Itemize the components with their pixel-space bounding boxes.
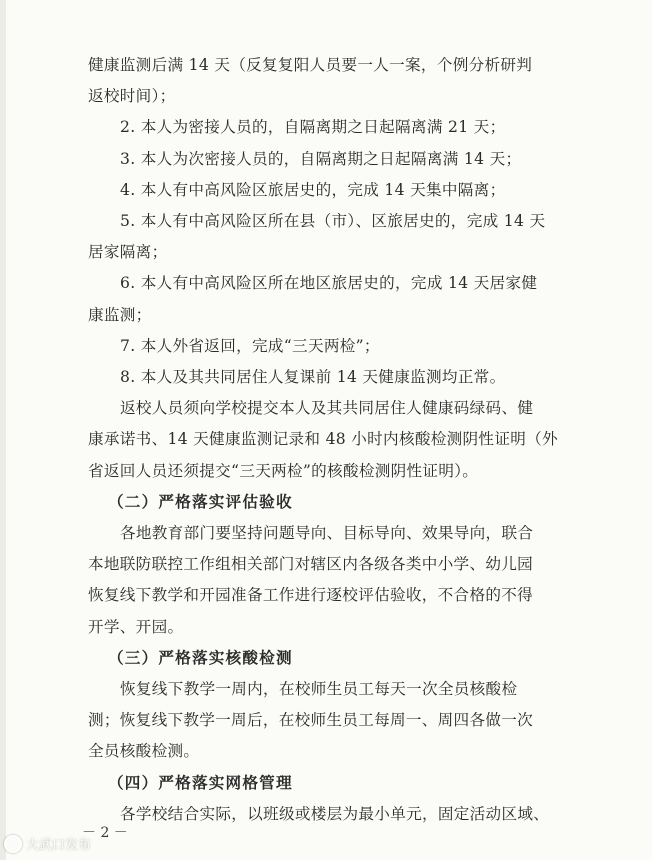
paragraph-line: 各学校结合实际，以班级或楼层为最小单元，固定活动区域、 [120, 804, 550, 823]
paragraph-line: 恢复线下教学一周内，在校师生员工每天一次全员核酸检 [120, 680, 518, 699]
list-item: 2. 本人为密接人员的，自隔离期之日起隔离满 21 天； [120, 118, 506, 137]
paragraph-line: 返校人员须向学校提交本人及其共同居住人健康码绿码、健 [120, 399, 534, 418]
page-number: － 2 － [82, 825, 128, 841]
list-item: 6. 本人有中高风险区所在地区旅居史的，完成 14 天居家健 [120, 274, 538, 293]
body-line: 健康监测后满 14 天（反复复阳人员要一人一案，个例分析研判 [88, 56, 533, 74]
paragraph-line: 开学、开园。 [88, 617, 184, 636]
paragraph-line: 康承诺书、14 天健康监测记录和 48 小时内核酸检测阴性证明（外 [88, 430, 558, 449]
paragraph-line: 全员核酸检测。 [88, 742, 200, 761]
section-heading-4: （四）严格落实网格管理 [108, 773, 293, 792]
section-heading-3: （三）严格落实核酸检测 [108, 648, 293, 667]
section-heading-2: （二）严格落实评估验收 [108, 492, 293, 511]
list-item: 3. 本人为次密接人员的，自隔离期之日起隔离满 14 天； [120, 149, 522, 168]
watermark-text: 大武口发布 [26, 838, 92, 853]
paragraph-line: 各地教育部门要坚持问题导向、目标导向、效果导向，联合 [120, 524, 534, 543]
watermark-logo-icon [4, 835, 22, 853]
paragraph-line: 恢复线下教学和开园准备工作进行逐校评估验收，不合格的不得 [88, 586, 534, 605]
body-line: 返校时间）； [88, 87, 176, 106]
list-item: 7. 本人外省返回，完成“三天两检”； [120, 336, 380, 355]
watermark [4, 834, 91, 853]
paragraph-line: 省返回人员还须提交“三天两检”的核酸检测阴性证明）。 [88, 461, 479, 480]
list-item: 4. 本人有中高风险区旅居史的，完成 14 天集中隔离； [120, 180, 506, 199]
paragraph-line: 测；恢复线下教学一周后，在校师生员工每周一、周四各做一次 [88, 711, 534, 730]
document-body [88, 50, 572, 830]
list-item-continuation: 居家隔离； [88, 243, 168, 262]
list-item-continuation: 康监测； [88, 305, 152, 324]
paragraph-line: 本地联防联控工作组相关部门对辖区内各级各类中小学、幼儿园 [88, 555, 534, 574]
list-item: 5. 本人有中高风险区所在县（市）、区旅居史的，完成 14 天 [120, 212, 546, 231]
list-item: 8. 本人及其共同居住人复课前 14 天健康监测均正常。 [120, 368, 506, 387]
